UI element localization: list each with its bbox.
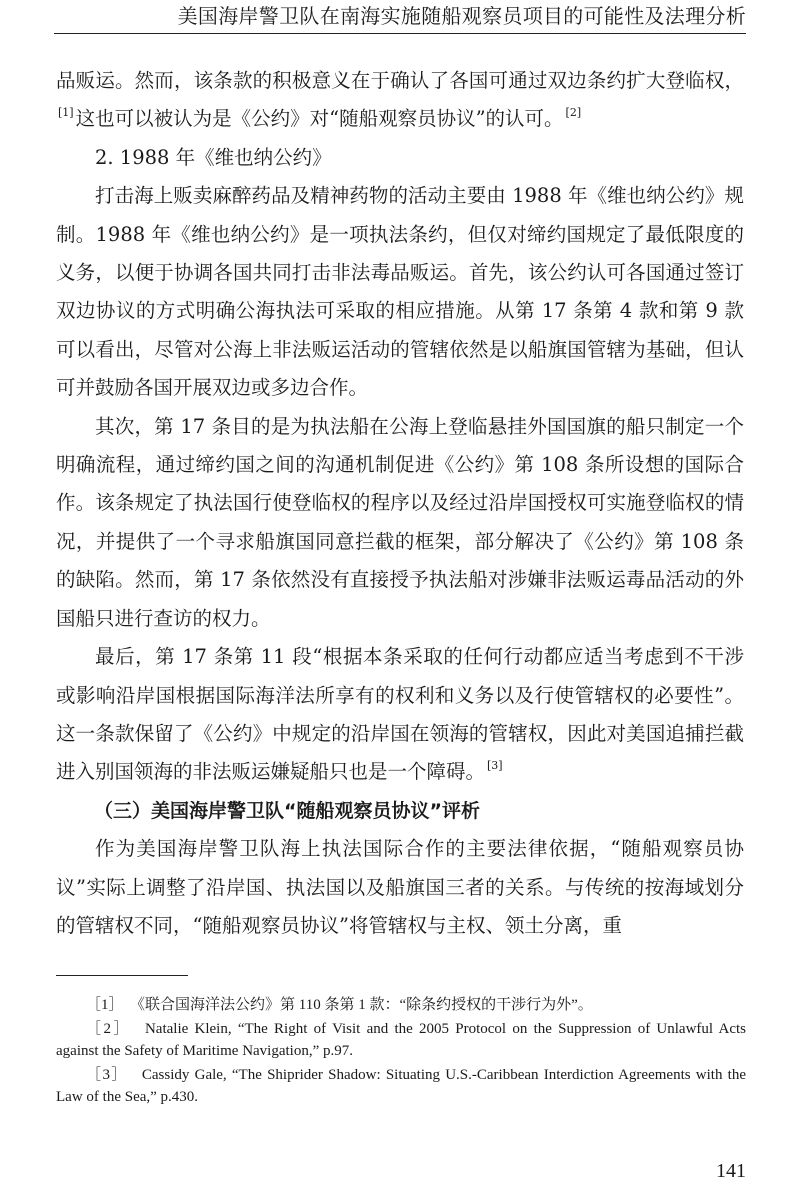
footnote-text: Natalie Klein, “The Right of Visit and the 2005 Protocol on the Suppression of Unlawful Acts against the Safety of Maritime Navigation,” p.97. bbox=[56, 1021, 746, 1059]
body-text bbox=[56, 62, 744, 945]
paragraph: 作为美国海岸警卫队海上执法国际合作的主要法律依据，“随船观察员协议”实际上调整了沿岸国、执法国以及船旗国三者的关系。与传统的按海域划分的管辖权不同，“随船观察员协议”将管辖权与主权、领土分离，重 bbox=[56, 837, 744, 937]
page-number: 141 bbox=[716, 1160, 746, 1182]
subheading: （三）美国海岸警卫队“随船观察员协议”评析 bbox=[94, 799, 480, 822]
paragraph: 打击海上贩卖麻醉药品及精神药物的活动主要由 1988 年《维也纳公约》规制。1988 年《维也纳公约》是一项执法条约，但仅对缔约国规定了最低限度的义务，以便于协调各国共同打击非法毒品贩运。首先，该公约认可各国通过签订双边协议的方式明确公海执法可采取的相应措施。从第 17 条第 4 款和第 9 款可以看出，尽管对公海上非法贩运活动的管辖依然是以船旗国管辖为基础，但认可并鼓励各国开展双边或多边合作。 bbox=[56, 184, 744, 400]
paragraph-text: 品贩运。然而，该条款的积极意义在于确认了各国可通过双边条约扩大登临权， bbox=[56, 69, 744, 92]
footnote-3 bbox=[56, 1064, 746, 1108]
section-heading-vienna: 2. 1988 年《维也纳公约》 bbox=[95, 145, 332, 169]
paragraph-text: 这也可以被认为是《公约》对“随船观察员协议”的认可。 bbox=[75, 107, 564, 131]
paragraph bbox=[56, 638, 744, 792]
footnotes bbox=[56, 994, 746, 1110]
footnote-text: Cassidy Gale, “The Shiprider Shadow: Situating U.S.-Caribbean Interdiction Agreements with the Law of the Sea,” p.430. bbox=[56, 1067, 746, 1105]
footnote-mark: ［2］ bbox=[86, 1021, 131, 1037]
paragraph-text: 最后，第 17 条第 11 段“根据本条采取的任何行动都应适当考虑到不干涉或影响沿岸国根据国际海洋法所享有的权利和义务以及行使管辖权的必要性”。这一条款保留了《公约》中规定的沿岸国在领海的管辖权，因此对美国追捕拦截进入别国领海的非法贩运嫌疑船只也是一个障碍。 bbox=[56, 645, 744, 784]
footnote-text: 《联合国海洋法公约》第 110 条第 1 款：“除条约授权的干涉行为外”。 bbox=[137, 997, 593, 1013]
footnote-1 bbox=[56, 994, 746, 1016]
paragraph-continued bbox=[56, 62, 744, 139]
footnote-divider bbox=[56, 975, 188, 976]
footnote-2 bbox=[56, 1018, 746, 1062]
running-header: 美国海岸警卫队在南海实施随船观察员项目的可能性及法理分析 bbox=[54, 0, 746, 34]
footnote-mark: ［1］ bbox=[86, 997, 124, 1013]
footnote-ref-2[interactable]: [2] bbox=[565, 106, 582, 120]
footnote-mark: ［3］ bbox=[86, 1067, 128, 1083]
footnote-ref-3[interactable]: [3] bbox=[487, 759, 503, 773]
footnote-ref-1[interactable]: [1] bbox=[58, 106, 74, 120]
paragraph: 其次，第 17 条目的是为执法船在公海上登临悬挂外国国旗的船只制定一个明确流程，通过缔约国之间的沟通机制促进《公约》第 108 条所设想的国际合作。该条规定了执法国行使登临权的程序以及经过沿岸国授权可实施登临权的情况，并提供了一个寻求船旗国同意拦截的框架，部分解决了《公约》第 108 条的缺陷。然而，第 17 条依然没有直接授予执法船对涉嫌非法贩运毒品活动的外国船只进行查访的权力。 bbox=[56, 414, 744, 630]
